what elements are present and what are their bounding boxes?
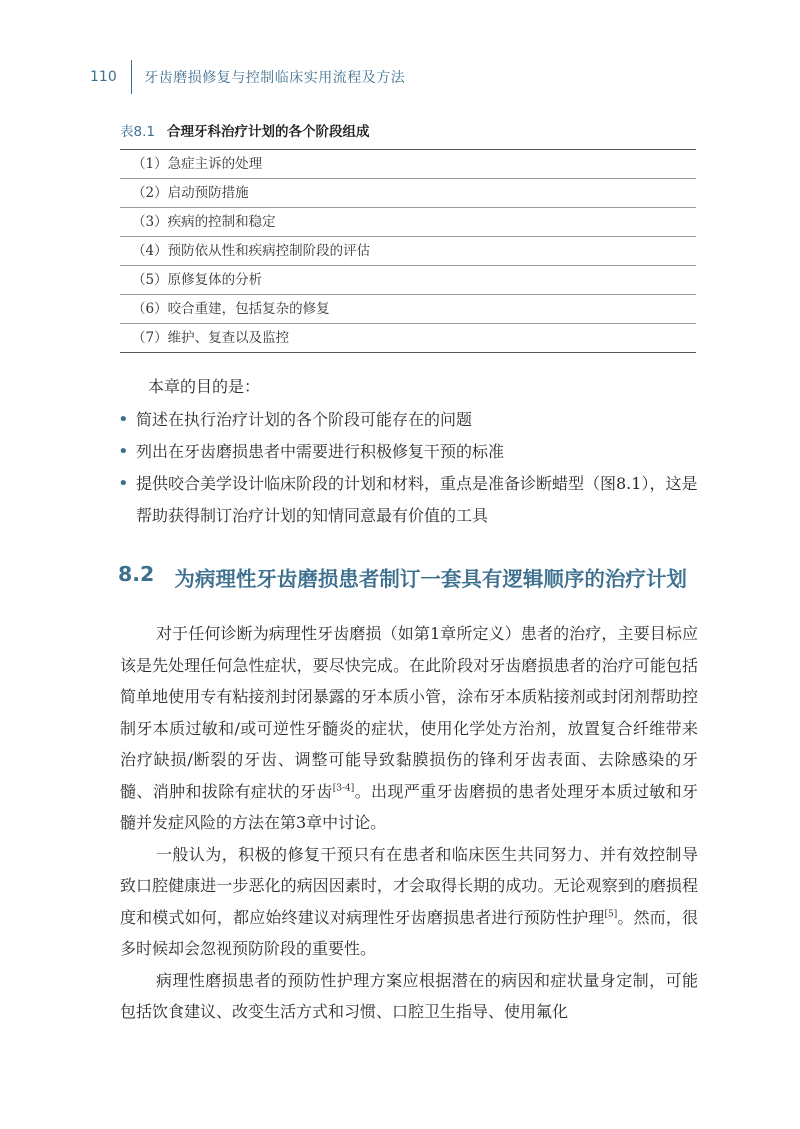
paragraph-text: 。然而，很多时候却会忽视预防阶段的重要性。 <box>120 907 698 958</box>
list-item: • 提供咬合美学设计临床阶段的计划和材料，重点是准备诊断蜡型（图8.1），这是帮助获得制订治疗计划的知情同意最有价值的工具 <box>118 468 698 532</box>
running-header <box>90 62 405 92</box>
table-title: 合理牙科治疗计划的各个阶段组成 <box>166 124 370 140</box>
body-text <box>120 618 698 1028</box>
paragraph <box>120 618 698 839</box>
table-label: 表8.1 <box>120 124 155 140</box>
section-heading <box>118 562 687 592</box>
list-item: • 简述在执行治疗计划的各个阶段可能存在的问题 <box>118 404 698 436</box>
chapter-aims-list <box>118 404 698 532</box>
paragraph <box>120 839 698 965</box>
table-row: （7）维护、复查以及监控 <box>120 323 696 352</box>
citation: [3-4] <box>332 783 355 794</box>
header-divider <box>131 60 133 94</box>
table-row: （1）急症主诉的处理 <box>132 156 263 172</box>
section-number: 8.2 <box>118 562 155 586</box>
table-row: （4）预防依从性和疾病控制阶段的评估 <box>120 236 696 265</box>
list-item: • 列出在牙齿磨损患者中需要进行积极修复干预的标准 <box>118 436 698 468</box>
chapter-aims-intro: 本章的目的是： <box>148 377 261 396</box>
table-row: （6）咬合重建，包括复杂的修复 <box>120 294 696 323</box>
citation: [5] <box>604 909 618 920</box>
paragraph-text: 对于任何诊断为病理性牙齿磨损（如第1章所定义）患者的治疗，主要目标应该是先处理任何急性症状，要尽快完成。在此阶段对牙齿磨损患者的治疗可能包括简单地使用专有粘接剂封闭暴露的牙本质小管，涂布牙本质粘接剂或封闭剂帮助控制牙本质过敏和/或可逆性牙髓炎的症状，使用化学处方治剂，放置复合纤维带来治疗缺损/断裂的牙齿、调整可能导致黏膜损伤的锋利牙齿表面、去除感染的牙髓、消肿和拔除有症状的牙齿 <box>120 624 698 801</box>
paragraph-text: 。出现严重牙齿磨损的患者处理牙本质过敏和牙髓并发症风险的方法在第3章中讨论。 <box>120 781 698 832</box>
table-caption <box>120 120 369 140</box>
table-row: （5）原修复体的分析 <box>120 265 696 294</box>
page-number: 110 <box>90 69 117 85</box>
book-title: 牙齿磨损修复与控制临床实用流程及方法 <box>144 70 406 86</box>
paragraph-text: 一般认为，积极的修复干预只有在患者和临床医生共同努力、并有效控制导致口腔健康进一步恶化的病因因素时，才会取得长期的成功。无论观察到的磨损程度和模式如何，都应始终建议对病理性牙齿磨损患者进行预防性护理 <box>120 844 698 927</box>
section-title: 为病理性牙齿磨损患者制订一套具有逻辑顺序的治疗计划 <box>174 567 687 591</box>
table-row: （2）启动预防措施 <box>120 178 696 207</box>
table-row: （3）疾病的控制和稳定 <box>120 207 696 236</box>
paragraph: 病理性磨损患者的预防性护理方案应根据潜在的病因和症状量身定制，可能包括饮食建议、改变生活方式和习惯、口腔卫生指导、使用氟化 <box>120 970 698 1021</box>
treatment-stages-table <box>120 149 696 353</box>
